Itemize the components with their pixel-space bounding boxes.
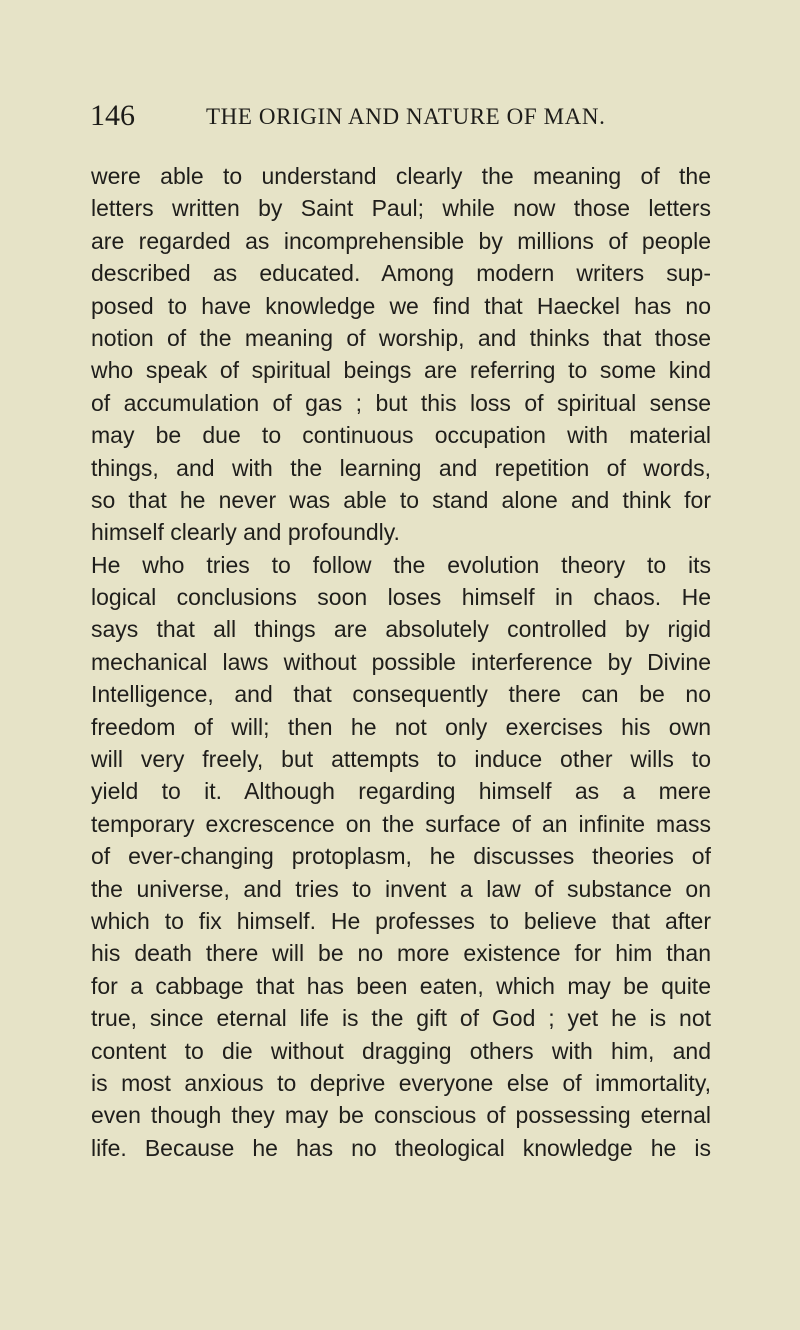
text-line: his death there will be no more existence for him than: [91, 940, 711, 967]
text-line: logical conclusions soon loses himself in chaos. He: [91, 584, 711, 611]
text-line: posed to have knowledge we find that Haeckel has no: [91, 292, 711, 319]
text-line: were able to understand clearly the meaning of the: [91, 163, 711, 189]
text-line: life. Because he has no theological knowledge he is: [91, 1134, 711, 1161]
page-number: 146: [90, 99, 135, 132]
text-line: true, since eternal life is the gift of God ; yet he is not: [91, 1005, 711, 1032]
text-line: which to fix himself. He professes to believe that after: [91, 907, 711, 934]
text-line: yield to it. Although regarding himself as a mere: [91, 778, 711, 805]
text-line: are regarded as incomprehensible by millions of people: [91, 227, 711, 254]
text-line: says that all things are absolutely controlled by rigid: [91, 616, 711, 643]
text-line: for a cabbage that has been eaten, which may be quite: [91, 972, 711, 999]
text-line: is most anxious to deprive everyone else of immortality,: [91, 1069, 711, 1096]
text-line: letters written by Saint Paul; while now those letters: [91, 195, 711, 222]
text-line: things, and with the learning and repetition of words,: [91, 454, 711, 481]
text-line: mechanical laws without possible interference by Divine: [91, 648, 711, 675]
text-line: notion of the meaning of worship, and thinks that those: [91, 324, 711, 351]
running-head: [90, 98, 710, 134]
paragraph-start-line: He who tries to follow the evolution theory to its: [91, 551, 711, 578]
text-line: of accumulation of gas ; but this loss of spiritual sense: [91, 389, 711, 416]
paragraph-end-line: himself clearly and profoundly.: [91, 519, 400, 546]
text-line: Intelligence, and that consequently there can be no: [91, 681, 711, 708]
text-line: freedom of will; then he not only exercises his own: [91, 713, 711, 740]
text-line: so that he never was able to stand alone and think for: [91, 486, 711, 513]
text-line: will very freely, but attempts to induce other wills to: [91, 746, 711, 773]
text-line: temporary excrescence on the surface of an infinite mass: [91, 810, 711, 837]
text-line: the universe, and tries to invent a law of substance on: [91, 875, 711, 902]
text-line: content to die without dragging others with him, and: [91, 1037, 711, 1064]
text-line: of ever-changing protoplasm, he discusses theories of: [91, 843, 711, 870]
text-line: described as educated. Among modern writers sup-: [91, 260, 711, 287]
text-line: even though they may be conscious of possessing eternal: [91, 1102, 711, 1129]
body-text: [91, 160, 711, 1164]
running-title: THE ORIGIN AND NATURE OF MAN.: [206, 104, 606, 129]
text-line: may be due to continuous occupation with material: [91, 422, 711, 449]
text-line: who speak of spiritual beings are referring to some kind: [91, 357, 711, 384]
